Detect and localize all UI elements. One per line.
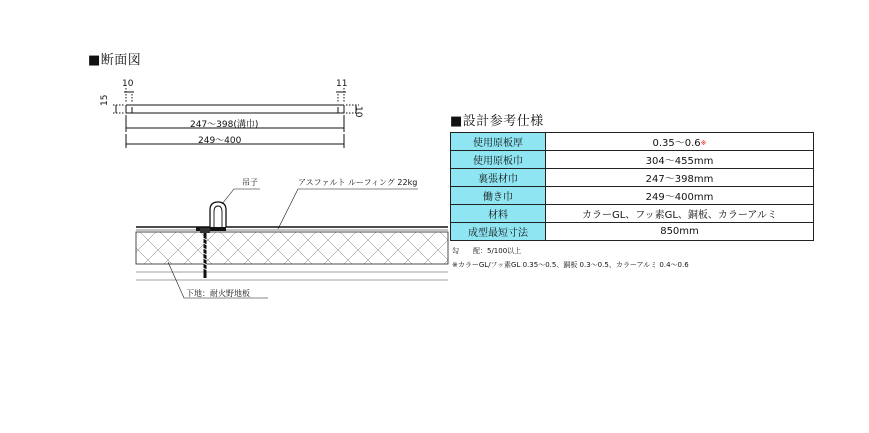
- spec-title: ■設計参考仕様: [450, 114, 544, 129]
- profile-left-edge: [126, 105, 132, 113]
- roof-section-drawing: [128, 180, 458, 312]
- dim-overall-width: 249～400: [198, 136, 242, 146]
- spec-row: [451, 187, 814, 205]
- cross-section-title: ■断面図: [88, 53, 142, 68]
- dim-left-top: 10: [122, 79, 134, 89]
- spec-row: [451, 205, 814, 223]
- dim-left-side: 15: [100, 94, 110, 106]
- dim-right-top: 11: [336, 79, 348, 89]
- hanger-leader: [222, 189, 260, 204]
- spec-value: 850mm: [546, 223, 814, 241]
- roofing-label: アスファルト ルーフィング 22kg: [298, 178, 418, 187]
- spec-row: [451, 151, 814, 169]
- spec-table: [450, 132, 814, 241]
- spec-row: [451, 169, 814, 187]
- spec-label: 材料: [451, 205, 546, 223]
- substrate-label: 下地：耐火野地板: [186, 289, 250, 298]
- spec-value: カラーGL、フッ素GL、銅板、カラーアルミ: [546, 205, 814, 223]
- spec-label: 使用原板厚: [451, 133, 546, 151]
- spec-label: 使用原板巾: [451, 151, 546, 169]
- thickness-note: ※カラーGL/フッ素GL 0.35～0.5、銅板 0.3～0.5、カラーアルミ 0.4～0.6: [452, 261, 689, 269]
- spec-label: 成型最短寸法: [451, 223, 546, 241]
- dim-groove-width: 247～398(溝巾): [190, 120, 259, 130]
- spec-row: [451, 133, 814, 151]
- profile-right-edge: [338, 105, 344, 113]
- fireproof-board: [136, 232, 448, 264]
- hanger-label: 吊子: [242, 178, 258, 187]
- note-mark: ※: [700, 139, 707, 147]
- spec-row: [451, 223, 814, 241]
- spec-value: 247～398mm: [546, 169, 814, 187]
- spec-value: 0.35～0.6※: [546, 133, 814, 151]
- spec-label: 働き巾: [451, 187, 546, 205]
- spec-value: 304～455mm: [546, 151, 814, 169]
- spec-value: 249～400mm: [546, 187, 814, 205]
- slope-note: 勾 配：5/100以上: [452, 247, 522, 255]
- dim-right-side: 10: [353, 106, 363, 118]
- spec-label: 裏張材巾: [451, 169, 546, 187]
- roofing-leader: [278, 189, 418, 229]
